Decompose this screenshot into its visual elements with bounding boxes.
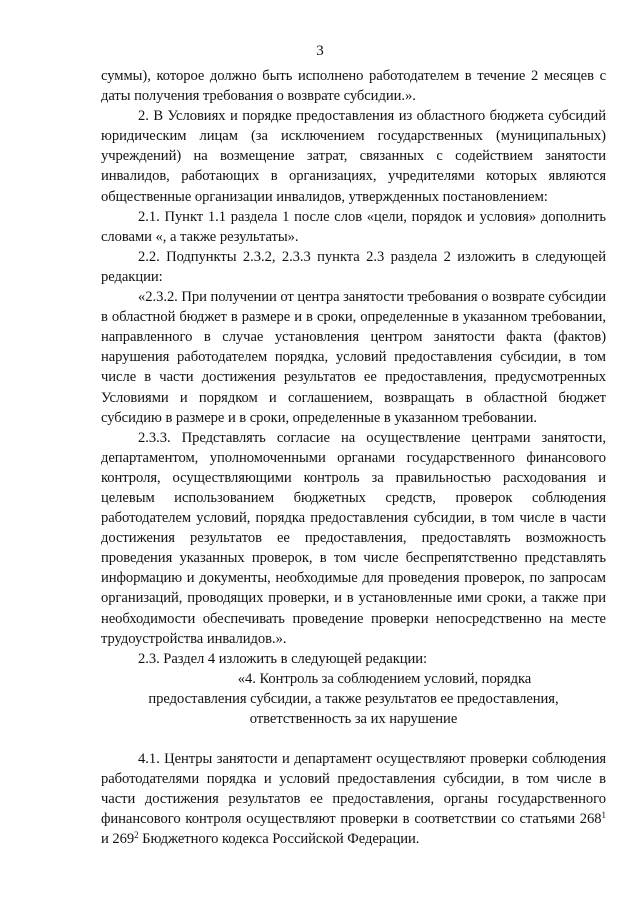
page-number: 3 bbox=[316, 43, 324, 59]
paragraph-item-4-1-mid: и 269 bbox=[101, 831, 135, 848]
section-spacer bbox=[101, 729, 606, 749]
section-heading-line-1: «4. Контроль за соблюдением условий, порядка bbox=[237, 670, 532, 687]
paragraph-subitem-2-3-2: «2.3.2. При получении от центра занятости требования о возврате субсидии в областной бюджет в размере и в сроки, определенные в указанном требовании, направленного в случае установления центром занятости факта (фактов) нарушения работодателем порядка, условий предоставления субсидии, в том числе в части достижения результатов ее предоставления, предусмотренных Условиями и порядком и соглашением, возвращать в областной бюджет субсидию в размере и в сроки, определенные в указанном требовании. bbox=[101, 289, 606, 426]
section-heading-line-2: предоставления субсидии, а также результатов ее предоставления, bbox=[148, 690, 559, 707]
section-heading bbox=[101, 669, 606, 729]
paragraph-item-4-1-text: 4.1. Центры занятости и департамент осуществляют проверки соблюдения работодателями порядка и условий предоставления субсидии, в том числе в части достижения результатов ее предоставления, органы государственного финансового контроля осуществляют проверки в соответствии со статьями 268 bbox=[101, 751, 606, 828]
footnote-superscript-2: 2 bbox=[134, 830, 139, 841]
section-heading-line-3: ответственность за их нарушение bbox=[249, 711, 458, 727]
paragraph-item-2-3: 2.3. Раздел 4 изложить в следующей редакции: bbox=[138, 650, 428, 667]
paragraph-item-4-1 bbox=[101, 749, 606, 849]
paragraph-item-4-1-tail: Бюджетного кодекса Российской Федерации. bbox=[138, 831, 420, 848]
paragraph-continuation: суммы), которое должно быть исполнено работодателем в течение 2 месяцев с даты получения требования о возврате субсидии.». bbox=[101, 68, 606, 105]
paragraph-item-2-2: 2.2. Подпункты 2.3.2, 2.3.3 пункта 2.3 раздела 2 изложить в следующей редакции: bbox=[101, 248, 606, 285]
footnote-superscript-1: 1 bbox=[601, 810, 606, 821]
document-body bbox=[101, 66, 606, 850]
paragraph-item-2-1: 2.1. Пункт 1.1 раздела 1 после слов «цели, порядок и условия» дополнить словами «, а также результаты». bbox=[101, 208, 606, 245]
paragraph-item-2: 2. В Условиях и порядке предоставления из областного бюджета субсидий юридическим лицам (за исключением государственных (муниципальных) учреждений) на возмещение затрат, связанных с содействием занятости инвалидов, работающих в организациях, учредителями которых являются общественные организации инвалидов, утвержденных постановлением: bbox=[101, 108, 606, 205]
paragraph-subitem-2-3-3: 2.3.3. Представлять согласие на осуществление центрами занятости, департаментом, уполномоченными органами государственного финансового контроля, осуществляющими контроль за правильностью расходования и целевым использованием бюджетных средств, проверок соблюдения работодателем условий, порядка предоставления субсидии, в том числе в части достижения результатов ее предоставления, предоставлять возможность проведения указанных проверок, в том числе беспрепятственно представлять информацию и документы, необходимые для проведения проверок, по запросам организаций, проводящих проверки, и в установленные ими сроки, а также при необходимости обеспечивать проведение проверки непосредственно на месте трудоустройства инвалидов.». bbox=[101, 429, 606, 647]
